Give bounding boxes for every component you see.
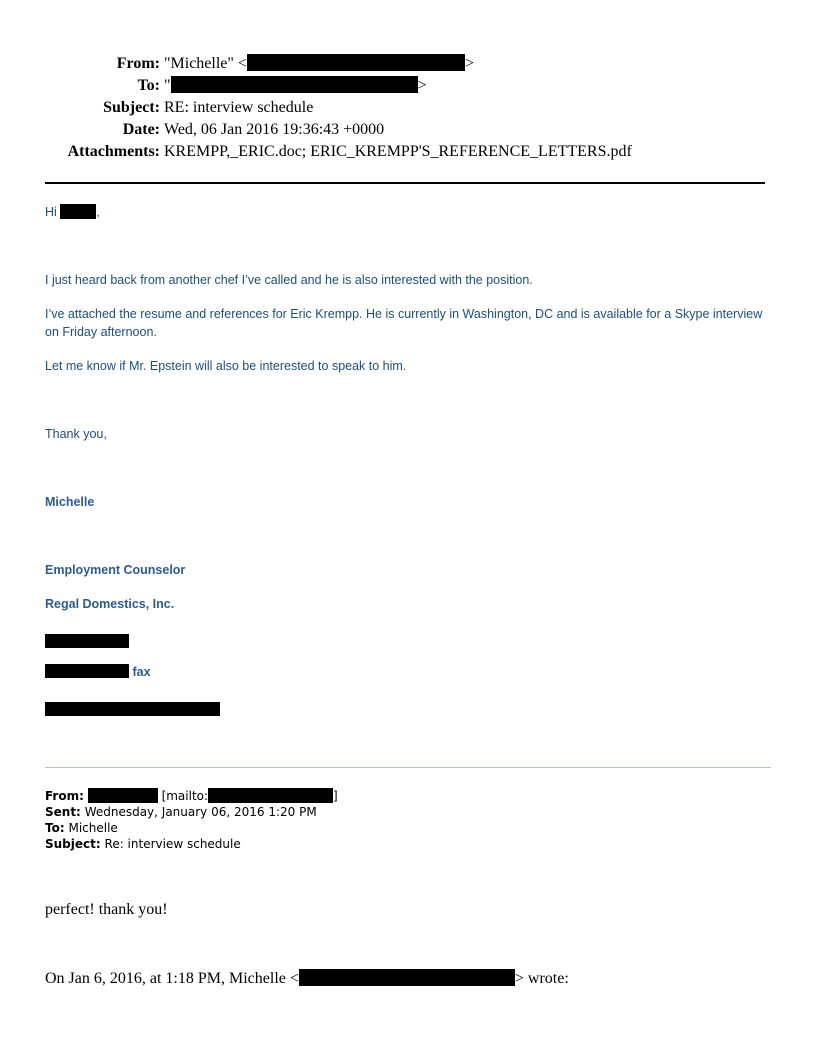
signature-name: Michelle [45, 495, 95, 509]
reply-divider [45, 767, 771, 768]
date-value: Wed, 06 Jan 2016 19:36:43 +0000 [164, 121, 385, 138]
fwd-to-row [45, 820, 775, 836]
email-header [0, 53, 816, 163]
fwd-subject-label: Subject: [45, 837, 101, 851]
header-divider [45, 182, 765, 184]
forwarded-header [45, 788, 775, 852]
message-paragraph-3: Let me know if Mr. Epstein will also be interested to speak to him. [45, 359, 407, 373]
message-paragraph-1: I just heard back from another chef I’ve called and he is also interested with the position. [45, 273, 533, 287]
quote-attribution-text: On Jan 6, 2016, at 1:18 PM, Michelle < [45, 970, 299, 987]
from-value-close: > [464, 55, 474, 72]
to-value [164, 75, 427, 97]
redaction-block [171, 76, 418, 93]
attachments-label: Attachments: [67, 143, 160, 160]
signature-phone [45, 632, 775, 650]
attachments-value[interactable]: KREMPP,_ERIC.doc; ERIC_KREMPP'S_REFERENCE_LETTERS.pdf [164, 143, 632, 160]
header-to-row [0, 75, 816, 97]
redaction-block [45, 634, 129, 648]
fwd-from-row [45, 788, 775, 804]
from-value-text: "Michelle" < [164, 55, 247, 72]
closing: Thank you, [45, 427, 107, 441]
header-subject-row [0, 97, 816, 119]
to-value-text: " [164, 77, 171, 94]
header-from-row [0, 53, 816, 75]
fwd-subject-value: Re: interview schedule [104, 837, 241, 851]
reply-text: perfect! thank you! [45, 901, 168, 918]
header-date-row [0, 119, 816, 141]
subject-value: RE: interview schedule [164, 99, 314, 116]
redaction-block [88, 788, 158, 803]
redaction-block [45, 702, 220, 716]
from-label: From: [116, 55, 160, 72]
to-value-close: > [417, 77, 427, 94]
date-label: Date: [122, 121, 160, 138]
fwd-mailto-open: [mailto: [161, 789, 209, 803]
signature-title: Employment Counselor [45, 563, 186, 577]
greeting-comma: , [96, 205, 100, 219]
quote-attribution [45, 969, 569, 988]
fwd-sent-row [45, 804, 775, 820]
signature-email [45, 700, 775, 718]
fwd-mailto-close: ] [333, 789, 338, 803]
signature-company: Regal Domestics, Inc. [45, 597, 175, 611]
quote-attribution-close: > wrote: [514, 970, 569, 987]
fwd-to-label: To: [45, 821, 65, 835]
fax-label: fax [132, 665, 151, 679]
greeting-text: Hi [45, 205, 61, 219]
fwd-subject-row [45, 836, 775, 852]
greeting [45, 203, 775, 221]
fwd-from-label: From: [45, 789, 84, 803]
message-paragraph-2: I’ve attached the resume and references for Eric Krempp. He is currently in Washington, DC and is available for a Skype interview on Friday afternoon. [45, 307, 763, 339]
fwd-sent-label: Sent: [45, 805, 81, 819]
redaction-block [45, 664, 129, 678]
signature-fax [45, 663, 775, 681]
from-value [164, 53, 474, 75]
to-label: To: [137, 77, 160, 94]
redaction-block [247, 54, 465, 71]
header-attachments-row [0, 141, 816, 163]
redaction-block [60, 204, 96, 219]
redaction-block [299, 969, 515, 986]
redaction-block [208, 788, 333, 803]
subject-label: Subject: [103, 99, 160, 116]
fwd-to-value: Michelle [68, 821, 118, 835]
fwd-sent-value: Wednesday, January 06, 2016 1:20 PM [84, 805, 317, 819]
